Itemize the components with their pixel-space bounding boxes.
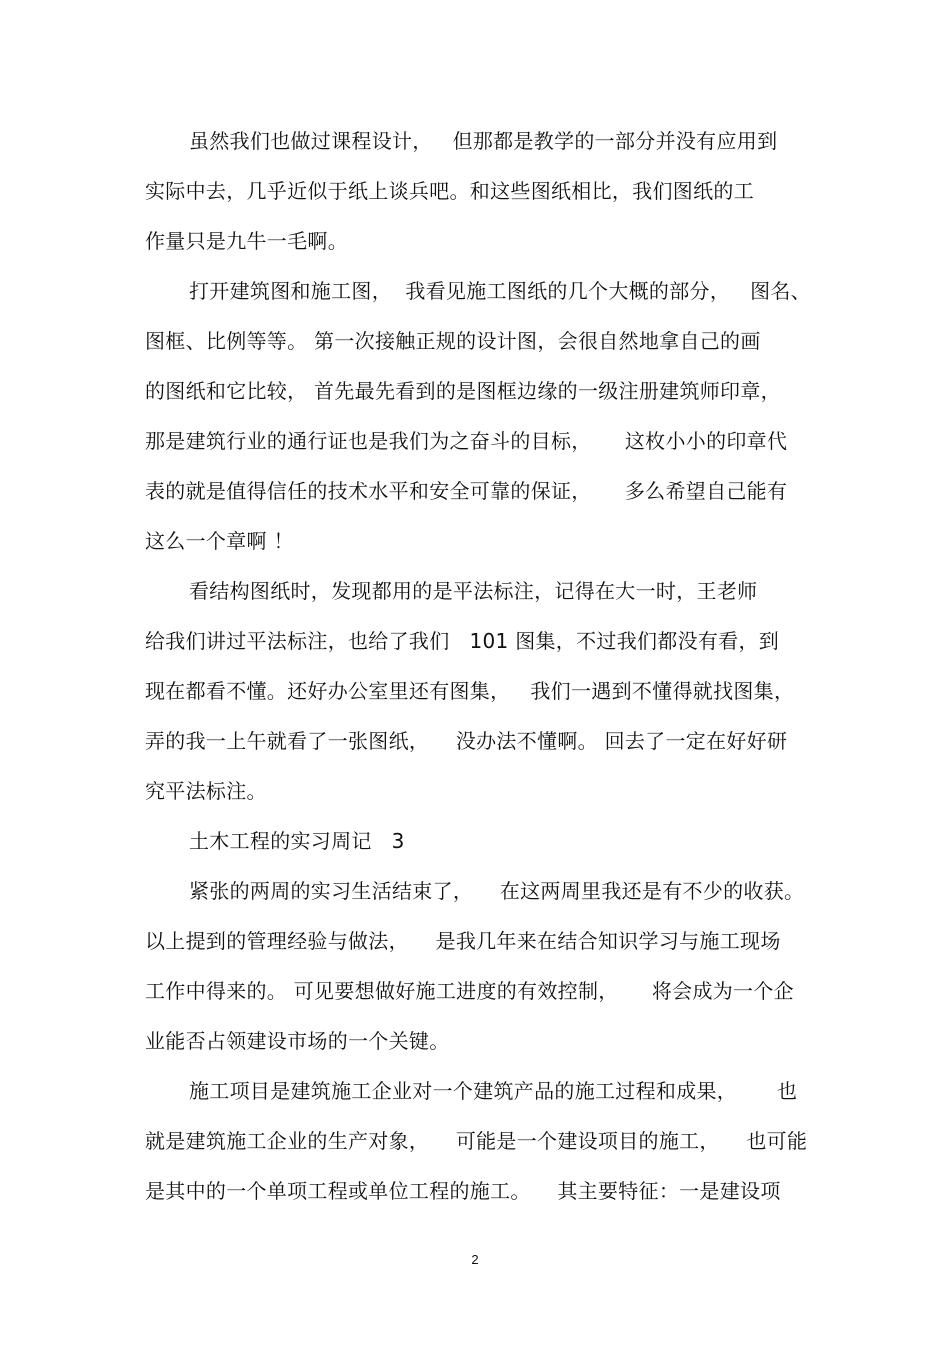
text-line: 施工项目是建筑施工企业对一个建筑产品的施工过程和成果， 也 (189, 1079, 798, 1103)
text-line: 看结构图纸时，发现都用的是平法标注，记得在大一时，王老师 (189, 579, 758, 603)
text-line: 打开建筑图和施工图， 我看见施工图纸的几个大概的部分， 图名、 (189, 279, 811, 303)
text-line: 给我们讲过平法标注，也给了我们 101 图集，不过我们都没有看，到 (145, 629, 780, 653)
text-line: 就是建筑施工企业的生产对象， 可能是一个建设项目的施工， 也可能 (145, 1129, 808, 1153)
text-line: 以上提到的管理经验与做法， 是我几年来在结合知识学习与施工现场 (145, 929, 781, 953)
page-number: 2 (471, 1252, 479, 1267)
text-line: 工作中得来的。 可见要想做好施工进度的有效控制， 将会成为一个企 (145, 979, 794, 1003)
text-line: 实际中去，几乎近似于纸上谈兵吧。和这些图纸相比，我们图纸的工 (145, 179, 754, 203)
text-line: 是其中的一个单项工程或单位工程的施工。 其主要特征：一是建设项 (145, 1179, 781, 1203)
text-line: 究平法标注。 (145, 779, 267, 803)
text-line: 业能否占领建设市场的一个关键。 (145, 1029, 450, 1053)
text-line: 那是建筑行业的通行证也是我们为之奋斗的目标， 这枚小小的印章代 (145, 429, 788, 453)
text-line: 这么一个章啊 ！ (145, 529, 294, 553)
text-line: 紧张的两周的实习生活结束了， 在这两周里我还是有不少的收获。 (189, 879, 805, 903)
text-line: 图框、比例等等。 第一次接触正规的设计图，会很自然地拿自己的画 (145, 329, 761, 353)
text-line: 的图纸和它比较， 首先最先看到的是图框边缘的一级注册建筑师印章， (145, 379, 781, 403)
text-line: 弄的我一上午就看了一张图纸， 没办法不懂啊。 回去了一定在好好研 (145, 729, 788, 753)
text-line: 虽然我们也做过课程设计， 但那都是教学的一部分并没有应用到 (189, 129, 778, 153)
text-line: 作量只是九牛一毛啊。 (145, 229, 348, 253)
section-heading: 土木工程的实习周记 3 (189, 829, 405, 853)
text-line: 现在都看不懂。还好办公室里还有图集， 我们一遇到不懂得就找图集， (145, 679, 795, 703)
text-line: 表的就是值得信任的技术水平和安全可靠的保证， 多么希望自己能有 (145, 479, 788, 503)
